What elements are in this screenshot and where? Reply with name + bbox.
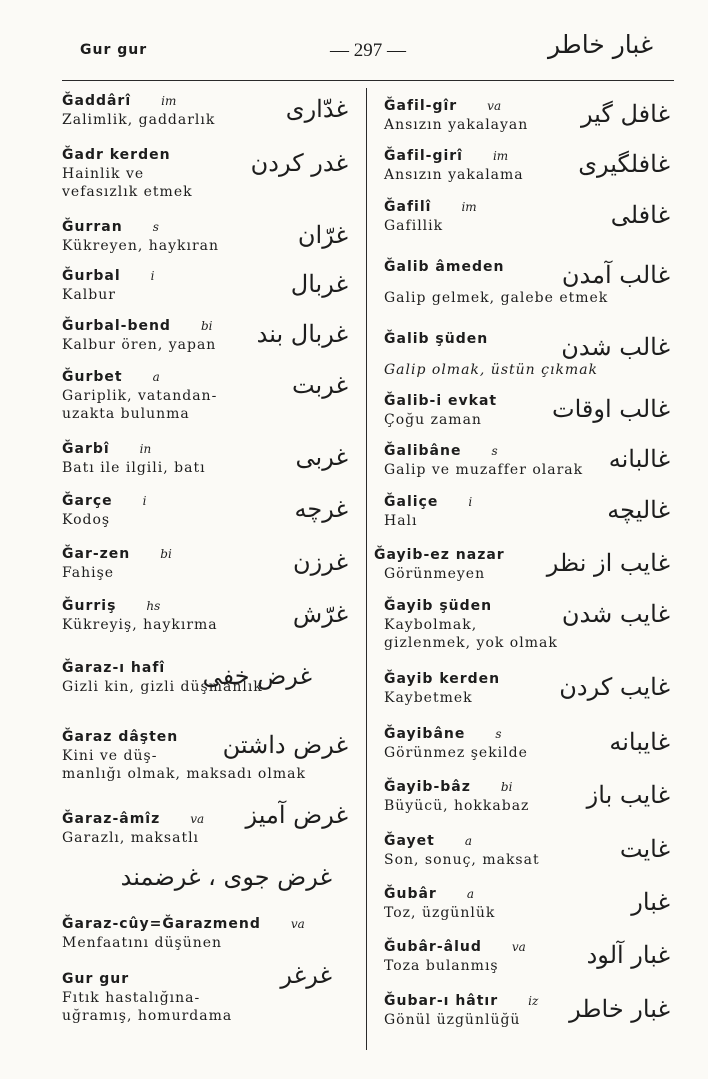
dictionary-entry [384,493,674,530]
headword: Ğafil-girî im [384,148,509,164]
dictionary-entry [384,147,674,184]
definition-line: Kükreyiş, haykırma [62,617,218,633]
definition-line: uğramış, homurdama [62,1008,233,1024]
definition-line: Menfaatını düşünen [62,935,223,951]
dictionary-entry [384,670,674,707]
dictionary-entry [384,992,674,1029]
ottoman-script: غرغر [280,961,332,989]
dictionary-entry [384,597,674,652]
dictionary-entry [62,728,352,783]
headword: Ğaraz-âmîz va [62,811,205,827]
ottoman-script: غبار خاطر [569,995,670,1023]
definition-line: Kodoş [62,512,111,528]
headword: Ğayib kerden [384,671,501,687]
definition-line: Büyücü, hokkabaz [384,798,530,814]
ottoman-script: غافلى [610,201,670,229]
definition-line: Toz, üzgünlük [384,905,496,921]
ottoman-script: غرّان [297,221,348,249]
grammar-tag: i [142,494,147,508]
ottoman-script: غرزن [292,548,348,576]
headword: Ğalib-i evkat [384,393,498,409]
definition-line: gizlenmek, yok olmak [384,635,558,651]
definition-line: Kalbur [62,287,116,303]
headword: Ğubâr a [384,886,474,902]
grammar-tag: a [464,834,472,848]
ottoman-script: غالب آمدن [561,261,670,289]
dictionary-entry [384,938,674,975]
definition-line: Kaybolmak, [384,617,478,633]
definition-line: Halı [384,513,418,529]
dictionary-entry [62,368,352,423]
grammar-tag: im [161,94,177,108]
dictionary-entry [62,801,352,847]
grammar-tag: s [491,444,498,458]
ottoman-script: غربى [295,443,348,471]
dictionary-entry [62,267,352,304]
dictionary-entry [384,442,674,479]
headword: Gur gur [62,971,130,987]
grammar-tag: bi [200,319,213,333]
definition-line: Ansızın yakalayan [384,117,529,133]
headword: Ğafil-gîr va [384,98,502,114]
headword: Ğubâr-âlud va [384,939,526,955]
definition-line: Fıtık hastalığına- [62,990,201,1006]
definition-line: Gariplik, vatandan- [62,388,218,404]
definition-line: Batı ile ilgili, batı [62,460,206,476]
definition-line: Galip gelmek, galebe etmek [384,290,609,306]
ottoman-script: غرض آميز [245,801,348,829]
definition-line: Gafillik [384,218,444,234]
dictionary-entry [62,597,352,634]
ottoman-script: غربال بند [256,320,348,348]
headword: Ğayet a [384,833,472,849]
dictionary-entry [62,545,352,582]
dictionary-entry [62,659,352,696]
headword: Ğurriş hs [62,598,161,614]
ottoman-script: غايب كردن [559,673,670,701]
headword: Ğaliçe i [384,494,473,510]
headword: Ğaraz-cûy=Ğarazmend va [62,916,305,932]
definition-line: Görünmez şekilde [384,745,528,761]
ottoman-script: غدّارى [285,95,348,123]
definition-line: Ansızın yakalama [384,167,524,183]
ottoman-script: غايب باز [586,781,670,809]
definition-line: Gönül üzgünlüğü [384,1012,521,1028]
definition-line: Gizli kin, gizli düşmanlık [62,679,263,695]
ottoman-script: غافلگيرى [578,150,670,178]
headword: Ğaddârî im [62,93,177,109]
ottoman-script: غالب اوقات [551,395,670,423]
headword: Ğayib şüden [384,598,493,614]
headword: Ğurran s [62,219,159,235]
grammar-tag: im [492,149,509,163]
ottoman-script: غالبانه [608,445,670,473]
ottoman-script: غرض جوى ، غرضمند [120,863,332,891]
definition-line: Kalbur ören, yapan [62,337,217,353]
definition-line: Kükreyen, haykıran [62,238,220,254]
definition-line: Kini ve düş- [62,748,158,764]
grammar-tag: i [150,269,155,283]
grammar-tag: iz [528,994,539,1008]
ottoman-script: غايت [619,835,670,863]
definition-line: Toza bulanmış [384,958,499,974]
headword: Ğayibâne s [384,726,502,742]
dictionary-entry [62,961,352,1025]
ottoman-script: غرّش [292,600,348,628]
ottoman-script: غبار [631,888,670,916]
headword: Ğarçe i [62,493,147,509]
dictionary-entry [374,546,674,583]
grammar-tag: im [461,200,477,214]
ottoman-script: غرچه [294,495,348,523]
dictionary-entry [384,778,674,815]
dictionary-entry [384,392,674,429]
grammar-tag: bi [160,547,172,561]
header-ottoman-guide-word: غبار خاطر [548,30,654,59]
grammar-tag: va [290,917,305,931]
column-divider [366,88,367,1050]
grammar-tag: va [511,940,526,954]
dictionary-entry [62,317,352,354]
headword: Ğalib şüden [384,331,489,347]
ottoman-script: غرض خفى [202,662,312,690]
dictionary-entry [384,258,674,307]
dictionary-entry [384,97,674,134]
definition-line: Çoğu zaman [384,412,482,428]
dictionary-entry [384,725,674,762]
ottoman-script: غبار آلود [586,941,670,969]
headword: Ğaraz-ı hafî [62,660,166,676]
ottoman-script: غايب از نظر [546,549,670,577]
dictionary-entry [62,146,352,201]
ottoman-script: غربال [290,270,348,298]
ottoman-script: غدر كردن [250,149,348,177]
headword: Ğayib-ez nazar [374,547,505,563]
headword: Ğaraz dâşten [62,729,179,745]
dictionary-entry [384,885,674,922]
dictionary-entry [384,330,674,379]
grammar-tag: s [495,727,502,741]
dictionary-entry [62,440,352,477]
ottoman-script: غافل گير [580,100,670,128]
definition-line: Görünmeyen [384,566,486,582]
ottoman-script: غاليچه [607,496,670,524]
headword: Ğadr kerden [62,147,171,163]
headword: Ğalib âmeden [384,259,505,275]
definition-line: Son, sonuç, maksat [384,852,540,868]
ottoman-script: غايبانه [609,728,670,756]
grammar-tag: i [468,495,473,509]
ottoman-script: غرض داشتن [222,731,348,759]
dictionary-entry [62,92,352,129]
grammar-tag: bi [500,780,513,794]
grammar-tag: a [152,370,160,384]
definition-line: Galip olmak, üstün çıkmak [384,362,599,378]
headword: Ğarbî in [62,441,152,457]
page-number: — 297 — [330,40,406,61]
definition-line: uzakta bulunma [62,406,190,422]
definition-line: manlığı olmak, maksadı olmak [62,766,306,782]
definition-line: vefasızlık etmek [62,184,193,200]
headword: Ğafilî im [384,199,477,215]
dictionary-entry [62,915,352,952]
grammar-tag: in [139,442,152,456]
dictionary-entry [62,218,352,255]
dictionary-entry [384,832,674,869]
definition-line: Hainlik ve [62,166,145,182]
header-rule [62,80,674,81]
grammar-tag: hs [146,599,161,613]
header-guide-word: Gur gur [80,42,148,58]
ottoman-script: غالب شدن [561,333,670,361]
definition-line: Galip ve muzaffer olarak [384,462,584,478]
grammar-tag: s [152,220,159,234]
grammar-tag: va [487,99,502,113]
headword: Ğurbal i [62,268,155,284]
definition-line: Fahişe [62,565,115,581]
ottoman-script: غايب شدن [561,600,670,628]
headword: Ğar-zen bi [62,546,172,562]
definition-line: Zalimlik, gaddarlık [62,112,216,128]
grammar-tag: a [466,887,474,901]
headword: Ğalibâne s [384,443,498,459]
headword: Ğurbal-bend bi [62,318,213,334]
dictionary-entry [62,492,352,529]
grammar-tag: va [190,812,205,826]
ottoman-script: غربت [291,371,348,399]
definition-line: Garazlı, maksatlı [62,830,200,846]
headword: Ğayib-bâz bi [384,779,513,795]
headword: Ğurbet a [62,369,160,385]
dictionary-entry [384,198,674,235]
definition-line: Kaybetmek [384,690,473,706]
headword: Ğubar-ı hâtır iz [384,993,539,1009]
